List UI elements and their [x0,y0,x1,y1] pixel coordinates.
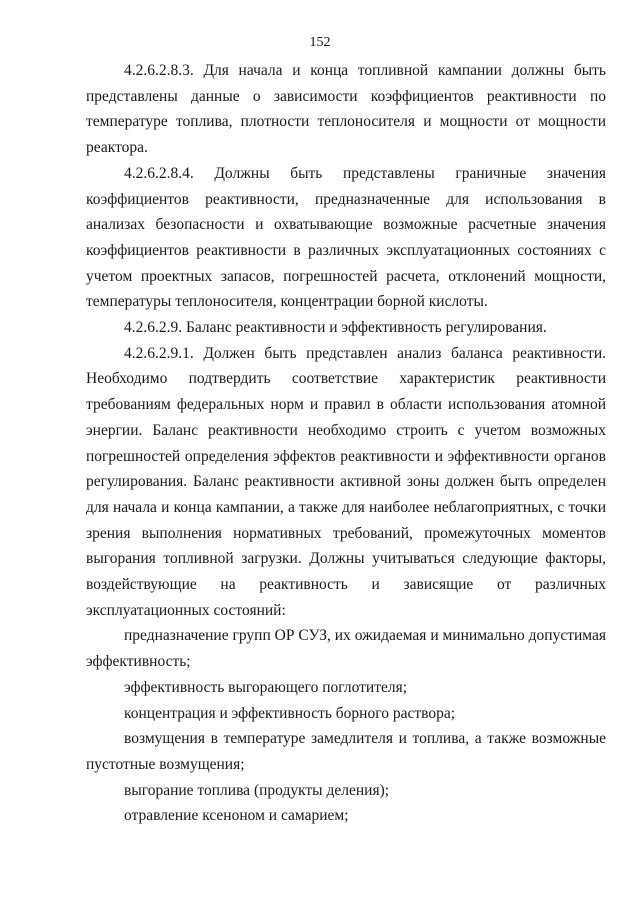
list-item: выгорание топлива (продукты деления); [124,781,390,799]
list-item: концентрация и эффективность борного раствора; [124,704,456,722]
list-item: отравление ксеноном и самарием; [124,807,349,825]
list-item: эффективность выгорающего поглотителя; [124,678,408,696]
paragraph-4-2-6-2-8-3: 4.2.6.2.8.3. Для начала и конца топливной кампании должны быть представлены данные о зависимости коэффициентов реактивности по температуре топлива, плотности теплоносителя и мощности от мощности реактора. [86,62,606,157]
body-text [86,58,606,829]
list-item: предназначение групп ОР СУЗ, их ожидаемая и минимально допустимая эффективность; [86,627,606,671]
list-item: возмущения в температуре замедлителя и топлива, а также возможные пустотные возмущения; [86,730,606,773]
paragraph-4-2-6-2-8-4: 4.2.6.2.8.4. Должны быть представлены граничные значения коэффициентов реактивности, предназначенные для использования в анализах безопасности и охватывающие возможные расчетные значения коэффициентов реактивности в различных эксплуатационных состояниях с учетом проектных запасов, погрешностей расчета, отклонений мощности, температуры теплоносителя, концентрации борной кислоты. [86,164,606,311]
page-number: 152 [309,35,331,50]
paragraph-4-2-6-2-9-1: 4.2.6.2.9.1. Должен быть представлен анализ баланса реактивности. Необходимо подтвердить соответствие характеристик реактивности требованиям федеральных норм и правил в области использования атомной энергии. Баланс реактивности необходимо строить с учетом возможных погрешностей определения эффектов реактивности и эффективности органов регулирования. Баланс реактивности активной зоны должен быть определен для начала и конца кампании, а также для наиболее неблагоприятных, с точки зрения выполнения нормативных требований, промежуточных моментов выгорания топливной загрузки. Должны учитываться следующие факторы, воздействующие на реактивность и зависящие от различных эксплуатационных состояний: [86,344,606,619]
paragraph-4-2-6-2-9: 4.2.6.2.9. Баланс реактивности и эффективность регулирования. [124,319,547,337]
